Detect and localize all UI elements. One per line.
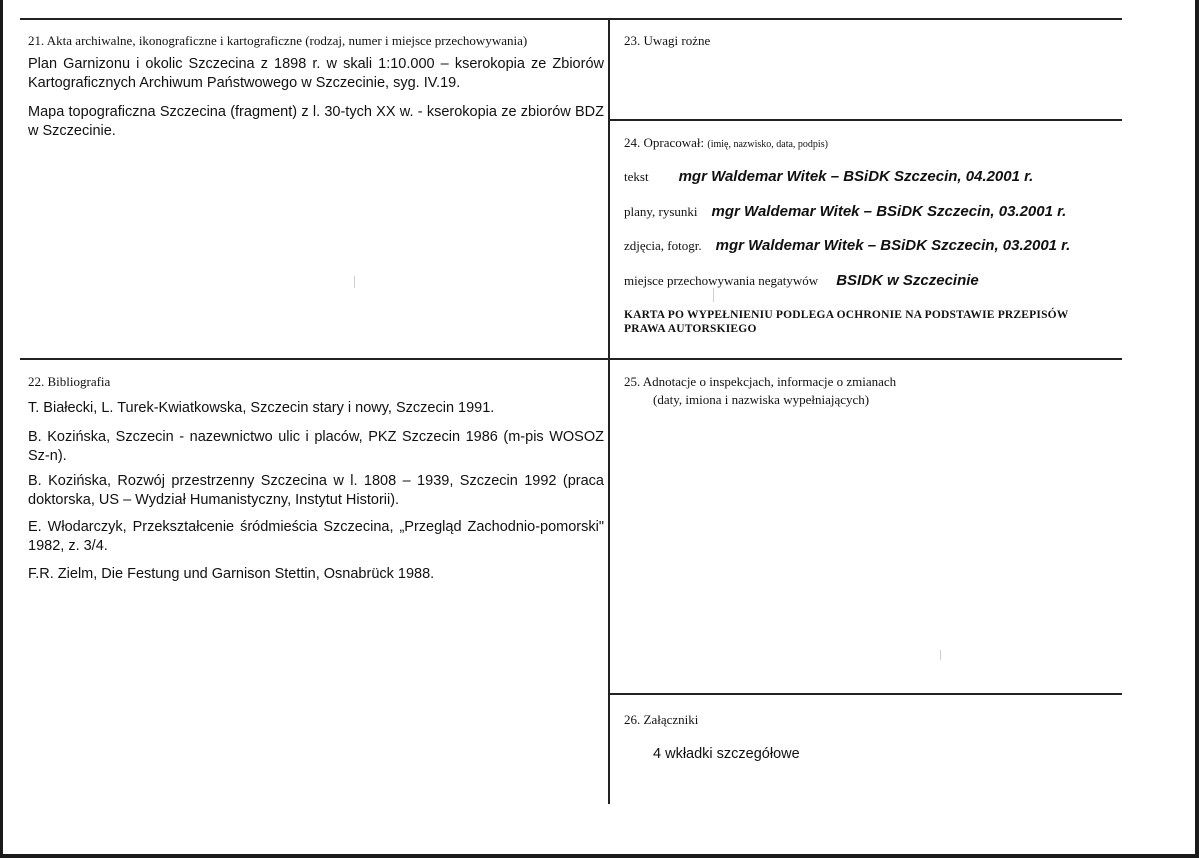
section-24-title: 24. Opracował:: [624, 135, 705, 150]
section-26-value: 4 wkładki szczegółowe: [653, 746, 800, 762]
copyright-notice-line-2: PRAWA AUTORSKIEGO: [624, 323, 757, 335]
bibliography-entry: E. Włodarczyk, Przekształcenie śródmieścia Szczecina, „Przegląd Zachodnio-pomorski" 1982, z. 3/4.: [28, 519, 604, 554]
scan-edge-left: [0, 0, 3, 858]
section-24-label: [624, 135, 828, 151]
scan-edge-right: [1195, 0, 1199, 858]
bibliography-entry: T. Białecki, L. Turek-Kwiatkowska, Szczecin stary i nowy, Szczecin 1991.: [28, 400, 495, 416]
section-21-label: 21. Akta archiwalne, ikonograficzne i kartograficzne (rodzaj, numer i miejsce przechowywania): [28, 33, 528, 48]
copyright-notice-line-1: KARTA PO WYPEŁNIENIU PODLEGA OCHRONIE NA PODSTAWIE PRZEPISÓW: [624, 309, 1069, 321]
copyright-notice: [624, 308, 1069, 336]
credit-key: tekst: [624, 169, 649, 184]
bibliography-entry: B. Kozińska, Rozwój przestrzenny Szczecina w l. 1808 – 1939, Szczecin 1992 (praca doktorska, US – Wydział Humanistyczny, Instytut Historii).: [28, 473, 604, 508]
top-rule: [20, 18, 1122, 20]
credit-row-plany: [624, 203, 1066, 221]
section-26-label: 26. Załączniki: [624, 712, 699, 727]
credit-key: zdjęcia, fotogr.: [624, 238, 702, 253]
bibliography-entry: B. Kozińska, Szczecin - nazewnictwo ulic i placów, PKZ Szczecin 1986 (m-pis WOSOZ Sz-n).: [28, 429, 604, 464]
rule-25-26: [608, 693, 1122, 695]
credit-value: BSIDK w Szczecinie: [836, 272, 979, 289]
credit-value: mgr Waldemar Witek – BSiDK Szczecin, 03.2001 r.: [715, 237, 1071, 254]
middle-rule: [20, 358, 1122, 360]
section-24-note: (imię, nazwisko, data, podpis): [707, 139, 828, 150]
bibliography-entry: F.R. Zielm, Die Festung und Garnison Stettin, Osnabrück 1988.: [28, 566, 435, 582]
section-23-label: 23. Uwagi rożne: [624, 33, 711, 48]
section-25-label-line-2: (daty, imiona i nazwiska wypełniających): [653, 392, 870, 407]
rule-23-24: [608, 119, 1122, 121]
section-22-label: 22. Bibliografia: [28, 374, 111, 389]
credit-row-negatywy: [624, 272, 979, 290]
scan-speck: [940, 650, 941, 660]
center-divider: [608, 18, 610, 804]
credit-row-zdjecia: [624, 237, 1070, 255]
credit-row-tekst: [624, 168, 1033, 186]
section-25-label: 25. Adnotacje o inspekcjach, informacje o zmianach: [624, 374, 897, 389]
section-21-para-2: Mapa topograficzna Szczecina (fragment) z l. 30-tych XX w. - kserokopia ze zbiorów BDZ w Szczecinie.: [28, 104, 604, 139]
scan-edge-bottom: [0, 854, 1199, 858]
credit-key: plany, rysunki: [624, 204, 698, 219]
credit-value: mgr Waldemar Witek – BSiDK Szczecin, 03.2001 r.: [711, 203, 1067, 220]
credit-value: mgr Waldemar Witek – BSiDK Szczecin, 04.2001 r.: [678, 168, 1034, 185]
scan-speck: [354, 276, 355, 288]
credit-key: miejsce przechowywania negatywów: [624, 273, 819, 288]
section-21-para-1: Plan Garnizonu i okolic Szczecina z 1898 r. w skali 1:10.000 – kserokopia ze Zbiorów Kartograficznych Archiwum Państwowego w Szczecinie, syg. IV.19.: [28, 56, 604, 91]
scan-speck: [713, 288, 714, 302]
